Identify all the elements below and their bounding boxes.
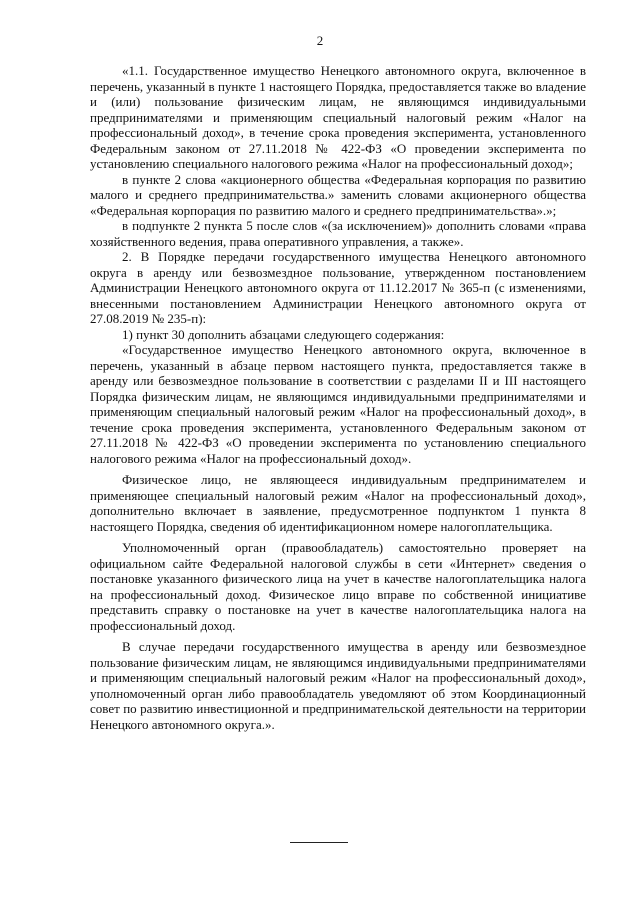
paragraph-authorized-body: Уполномоченный орган (правообладатель) самостоятельно проверяет на официальном сайте Федеральной налоговой службы в сети «Интернет» сведения о постановке указанного физического лица на учет в качестве налогоплательщика налога на профессиональный доход. Физическое лицо вправе по собственной инициативе представить справку о постановке на учет в качестве налогоплательщика налога на профессиональный доход.	[90, 540, 586, 633]
end-divider	[290, 842, 348, 843]
document-body	[90, 63, 586, 732]
paragraph-individual: Физическое лицо, не являющееся индивидуальным предпринимателем и применяющее специальный налоговый режим «Налог на профессиональный доход», дополнительно включает в заявление, предусмотренное подпунктом 1 пункта 8 настоящего Порядка, сведения об идентификационном номере налогоплательщика.	[90, 472, 586, 534]
paragraph-transfer-notice: В случае передачи государственного имущества в аренду или безвозмездное пользование физическим лицам, не являющимся индивидуальными предпринимателями и применяющим специальный налоговый режим «Налог на профессиональный доход», уполномоченный орган либо правообладатель уведомляют об этом Координационный совет по развитию инвестиционной и предпринимательской деятельности на территории Ненецкого автономного округа.».	[90, 639, 586, 732]
paragraph-point-5-amendment: в подпункте 2 пункта 5 после слов «(за исключением)» дополнить словами «права хозяйственного ведения, права оперативного управления, а также».	[90, 218, 586, 249]
paragraph-section-2: 2. В Порядке передачи государственного имущества Ненецкого автономного округа в аренду или безвозмездное пользование, утвержденном постановлением Администрации Ненецкого автономного округа от 11.12.2017 № 365-п (с изменениями, внесенными постановлением Администрации Ненецкого автономного округа от 27.08.2019 № 235-п):	[90, 249, 586, 326]
paragraph-1-1: «1.1. Государственное имущество Ненецкого автономного округа, включенное в перечень, указанный в пункте 1 настоящего Порядка, предоставляется также во владение и (или) пользование физическим лицам, не являющимся индивидуальными предпринимателями и применяющим специальный налоговый режим «Налог на профессиональный доход», в течение срока проведения эксперимента, установленного Федеральным законом от 27.11.2018 № 422-ФЗ «О проведении эксперимента по установлению специального налогового режима «Налог на профессиональный доход»;	[90, 63, 586, 171]
paragraph-state-property: «Государственное имущество Ненецкого автономного округа, включенное в перечень, указанный в абзаце первом настоящего пункта, предоставляется также в аренду или безвозмездное пользование в соответствии с разделами II и III настоящего Порядка физическим лицам, не являющимся индивидуальными предпринимателями и применяющим специальный налоговый режим «Налог на профессиональный доход», в течение срока проведения эксперимента, установленного Федеральным законом от 27.11.2018 № 422-ФЗ «О проведении эксперимента по установлению специального налогового режима «Налог на профессиональный доход».	[90, 342, 586, 466]
paragraph-point-30: 1) пункт 30 дополнить абзацами следующего содержания:	[122, 326, 445, 342]
page-number: 2	[316, 33, 324, 48]
paragraph-point-2-amendment: в пункте 2 слова «акционерного общества «Федеральная корпорация по развитию малого и среднего предпринимательства.» заменить словами акционерного общества «Федеральная корпорация по развитию малого и среднего предпринимательства».»;	[90, 171, 586, 218]
